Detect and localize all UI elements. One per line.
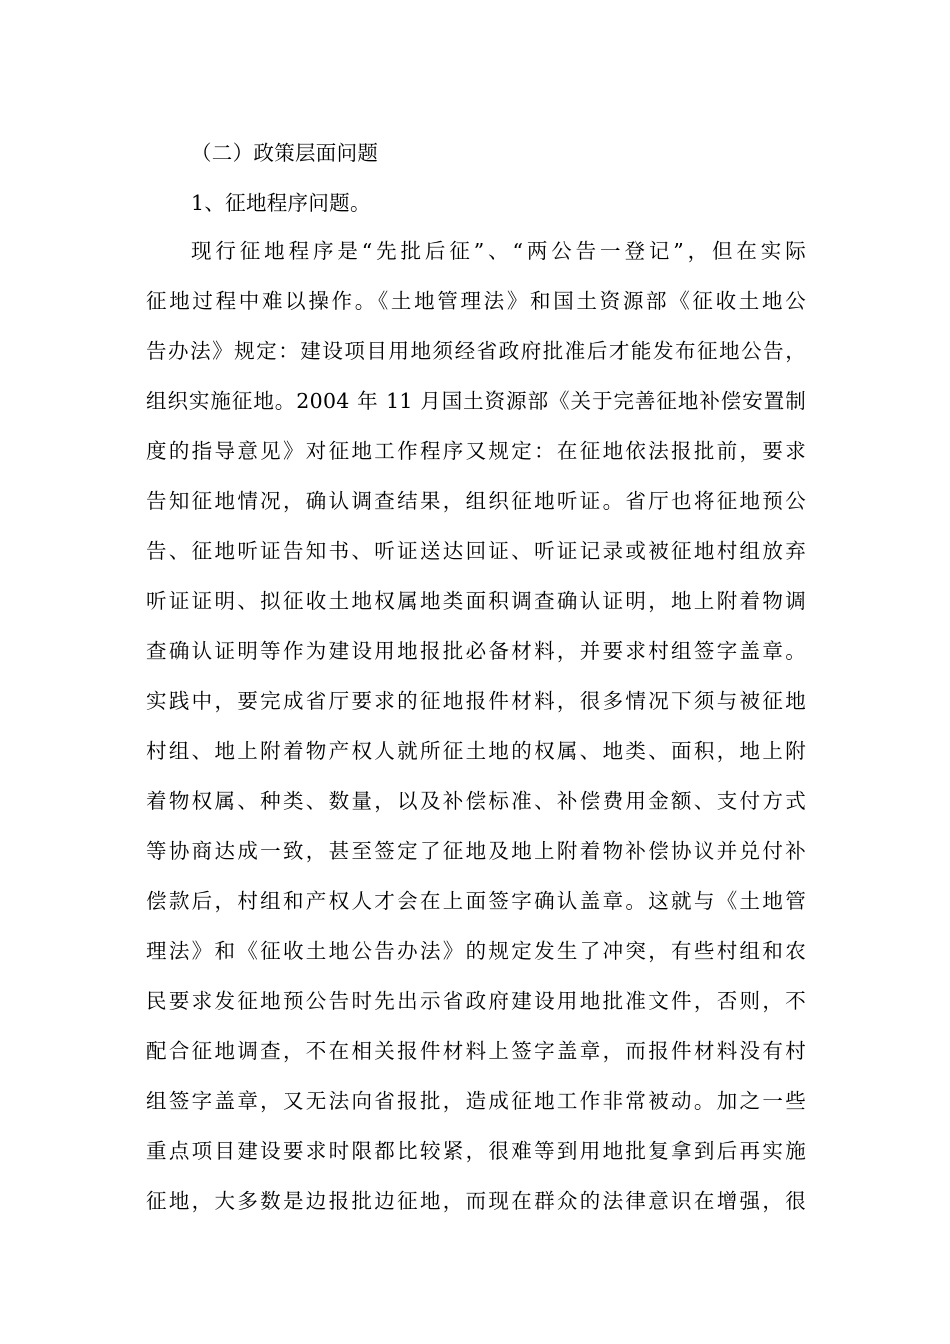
- paragraph-line: 组签字盖章，又无法向省报批，造成征地工作非常被动。加之一些: [146, 1089, 806, 1113]
- paragraph-line: 告知征地情况，确认调查结果，组织征地听证。省厅也将征地预公: [146, 489, 806, 513]
- paragraph-line: 度的指导意见》对征地工作程序又规定：在征地依法报批前，要求: [146, 439, 806, 463]
- paragraph-line: 重点项目建设要求时限都比较紧，很难等到用地批复拿到后再实施: [146, 1139, 806, 1163]
- paragraph-line: 理法》和《征收土地公告办法》的规定发生了冲突，有些村组和农: [146, 939, 806, 963]
- paragraph-line: 征地，大多数是边报批边征地，而现在群众的法律意识在增强，很: [146, 1189, 806, 1213]
- paragraph-line: 着物权属、种类、数量，以及补偿标准、补偿费用金额、支付方式: [146, 789, 806, 813]
- paragraph-line: 民要求发征地预公告时先出示省政府建设用地批准文件，否则，不: [146, 989, 806, 1013]
- paragraph-line: 听证证明、拟征收土地权属地类面积调查确认证明，地上附着物调: [146, 589, 806, 613]
- paragraph-line: 实践中，要完成省厅要求的征地报件材料，很多情况下须与被征地: [146, 689, 806, 713]
- paragraph-line: 征地过程中难以操作。《土地管理法》和国土资源部《征收土地公: [146, 289, 806, 313]
- paragraph-line: 偿款后，村组和产权人才会在上面签字确认盖章。这就与《土地管: [146, 889, 806, 913]
- paragraph-line: 村组、地上附着物产权人就所征土地的权属、地类、面积，地上附: [146, 739, 806, 763]
- paragraph-line: 告、征地听证告知书、听证送达回证、听证记录或被征地村组放弃: [146, 539, 806, 563]
- paragraph-line: 配合征地调查，不在相关报件材料上签字盖章，而报件材料没有村: [146, 1039, 806, 1063]
- paragraph-line: 查确认证明等作为建设用地报批必备材料，并要求村组签字盖章。: [146, 639, 806, 663]
- section-heading: （二）政策层面问题: [191, 141, 379, 165]
- paragraph-line: 现行征地程序是“先批后征”、“两公告一登记”，但在实际: [191, 239, 806, 263]
- paragraph-line: 告办法》规定：建设项目用地须经省政府批准后才能发布征地公告，: [146, 339, 806, 363]
- paragraph-line: 等协商达成一致，甚至签定了征地及地上附着物补偿协议并兑付补: [146, 839, 806, 863]
- paragraph-line: 组织实施征地。2004 年 11 月国土资源部《关于完善征地补偿安置制: [146, 389, 806, 413]
- subheading: 1、征地程序问题。: [191, 191, 371, 215]
